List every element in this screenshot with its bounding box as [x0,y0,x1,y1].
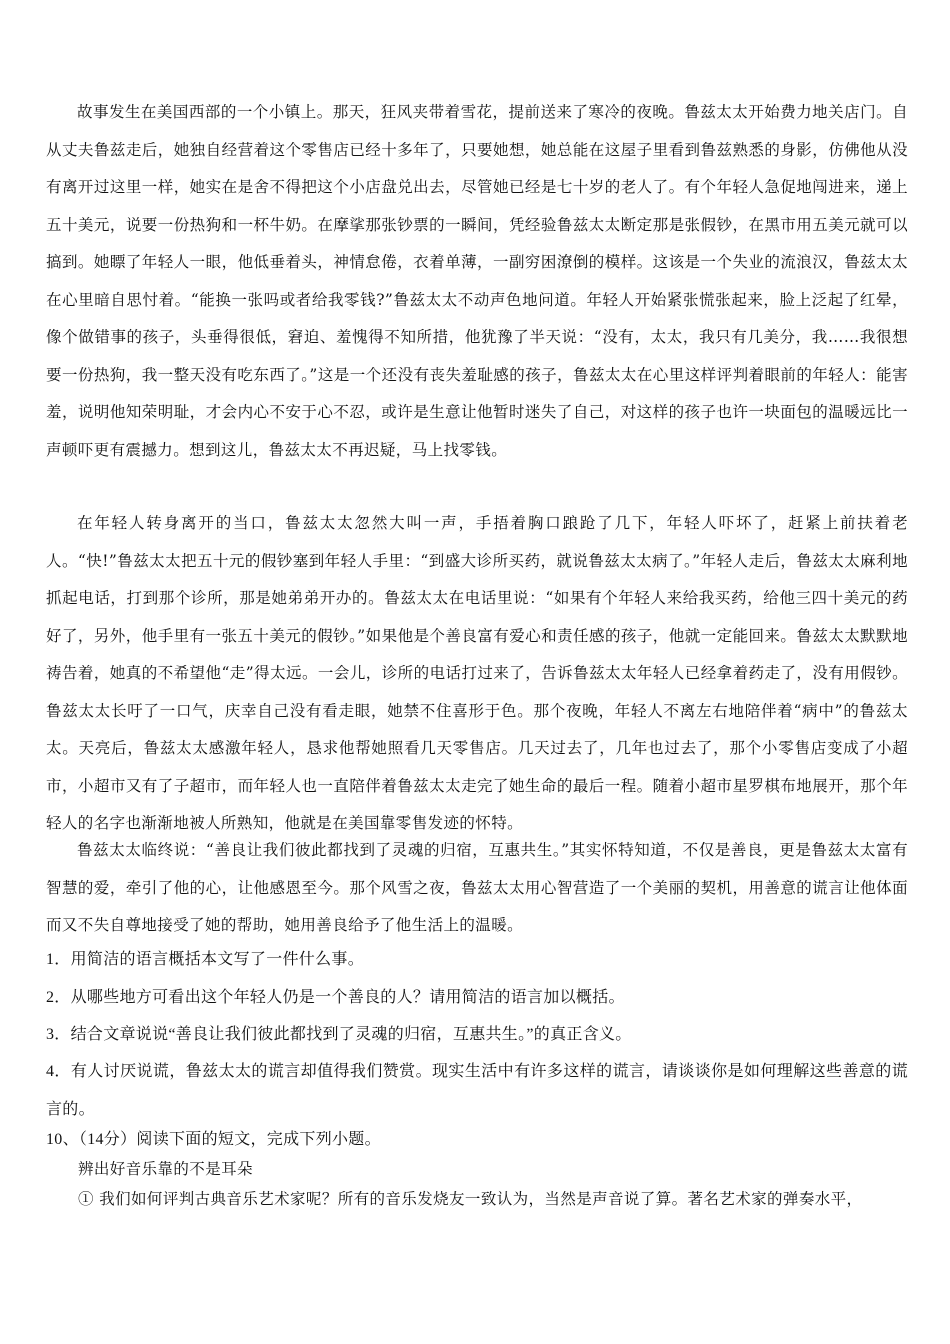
section-10-heading: 10、（14分）阅读下面的短文，完成下列小题。 [46,1131,381,1148]
story-paragraph-3: 鲁兹太太临终说：“善良让我们彼此都找到了灵魂的归宿，互惠共生。”其实怀特知道，不仅是善良，更是鲁兹太太富有智慧的爱，牵引了他的心，让他感恩至今。那个风雪之夜，鲁兹太太用心智营造了一个美丽的契机，用善意的谎言让他体面而又不失自尊地接受了她的帮助，她用善良给予了他生活上的温暖。 [46,841,908,934]
question-3: 3．结合文章说说“善良让我们彼此都找到了灵魂的归宿，互惠共生。”的真正含义。 [46,1026,632,1043]
question-4: 4．有人讨厌说谎，鲁兹太太的谎言却值得我们赞赏。现实生活中有许多这样的谎言，请谈谈你是如何理解这些善意的谎言的。 [46,1063,908,1118]
question-2: 2．从哪些地方可看出这个年轻人仍是一个善良的人？请用简洁的语言加以概括。 [46,989,625,1006]
article-title: 辨出好音乐靠的不是耳朵 [78,1160,253,1178]
question-1: 1．用简洁的语言概括本文写了一件什么事。 [46,951,365,968]
story-paragraph-2: 在年轻人转身离开的当口，鲁兹太太忽然大叫一声，手捂着胸口踉跄了几下，年轻人吓坏了，赶紧上前扶着老人。“快!”鲁兹太太把五十元的假钞塞到年轻人手里：“到盛大诊所买药，就说鲁兹太太病了。”年轻人走后，鲁兹太太麻利地抓起电话，打到那个诊所，那是她弟弟开办的。鲁兹太太在电话里说：“如果有个年轻人来给我买药，给他三四十美元的药好了，另外，他手里有一张五十美元的假钞。”如果他是个善良富有爱心和责任感的孩子，他就一定能回来。鲁兹太太默默地祷告着，她真的不希望他“走”得太远。一会儿，诊所的电话打过来了，告诉鲁兹太太年轻人已经拿着药走了，没有用假钞。鲁兹太太长吁了一口气，庆幸自己没有看走眼，她禁不住喜形于色。那个夜晚，年轻人不离左右地陪伴着“病中”的鲁兹太太。天亮后，鲁兹太太感激年轻人，恳求他帮她照看几天零售店。几天过去了，几年也过去了，那个小零售店变成了小超市，小超市又有了子超市，而年轻人也一直陪伴着鲁兹太太走完了她生命的最后一程。随着小超市星罗棋布地展开，那个年轻人的名字也渐渐地被人所熟知，他就是在美国靠零售发迹的怀特。 [46,514,908,832]
story-paragraph-1: 故事发生在美国西部的一个小镇上。那天，狂风夹带着雪花，提前送来了寒冷的夜晚。鲁兹太太开始费力地关店门。自从丈夫鲁兹走后，她独自经营着这个零售店已经十多年了，只要她想，她总能在这屋子里看到鲁兹熟悉的身影，仿佛他从没有离开过这里一样，她实在是舍不得把这个小店盘兑出去，尽管她已经是七十岁的老人了。有个年轻人急促地闯进来，递上五十美元，说要一份热狗和一杯牛奶。在摩挲那张钞票的一瞬间，凭经验鲁兹太太断定那是张假钞，在黑市用五美元就可以搞到。她瞟了年轻人一眼，他低垂着头，神情怠倦，衣着单薄，一副穷困潦倒的模样。这该是一个失业的流浪汉，鲁兹太太在心里暗自思忖着。“能换一张吗或者给我零钱?”鲁兹太太不动声色地问道。年轻人开始紧张慌张起来，脸上泛起了红晕，像个做错事的孩子，头垂得很低，窘迫、羞愧得不知所措，他犹豫了半天说：“没有，太太，我只有几美分，我……我很想要一份热狗，我一整天没有吃东西了。”这是一个还没有丧失羞耻感的孩子，鲁兹太太在心里这样评判着眼前的年轻人：能害羞，说明他知荣明耻，才会内心不安于心不忍，或许是生意让他暂时迷失了自己，对这样的孩子也许一块面包的温暖远比一声顿吓更有震撼力。想到这儿，鲁兹太太不再迟疑，马上找零钱。 [46,103,908,459]
article-paragraph-1: ① 我们如何评判古典音乐艺术家呢？所有的音乐发烧友一致认为，当然是声音说了算。著名艺术家的弹奏水平， [78,1190,863,1208]
